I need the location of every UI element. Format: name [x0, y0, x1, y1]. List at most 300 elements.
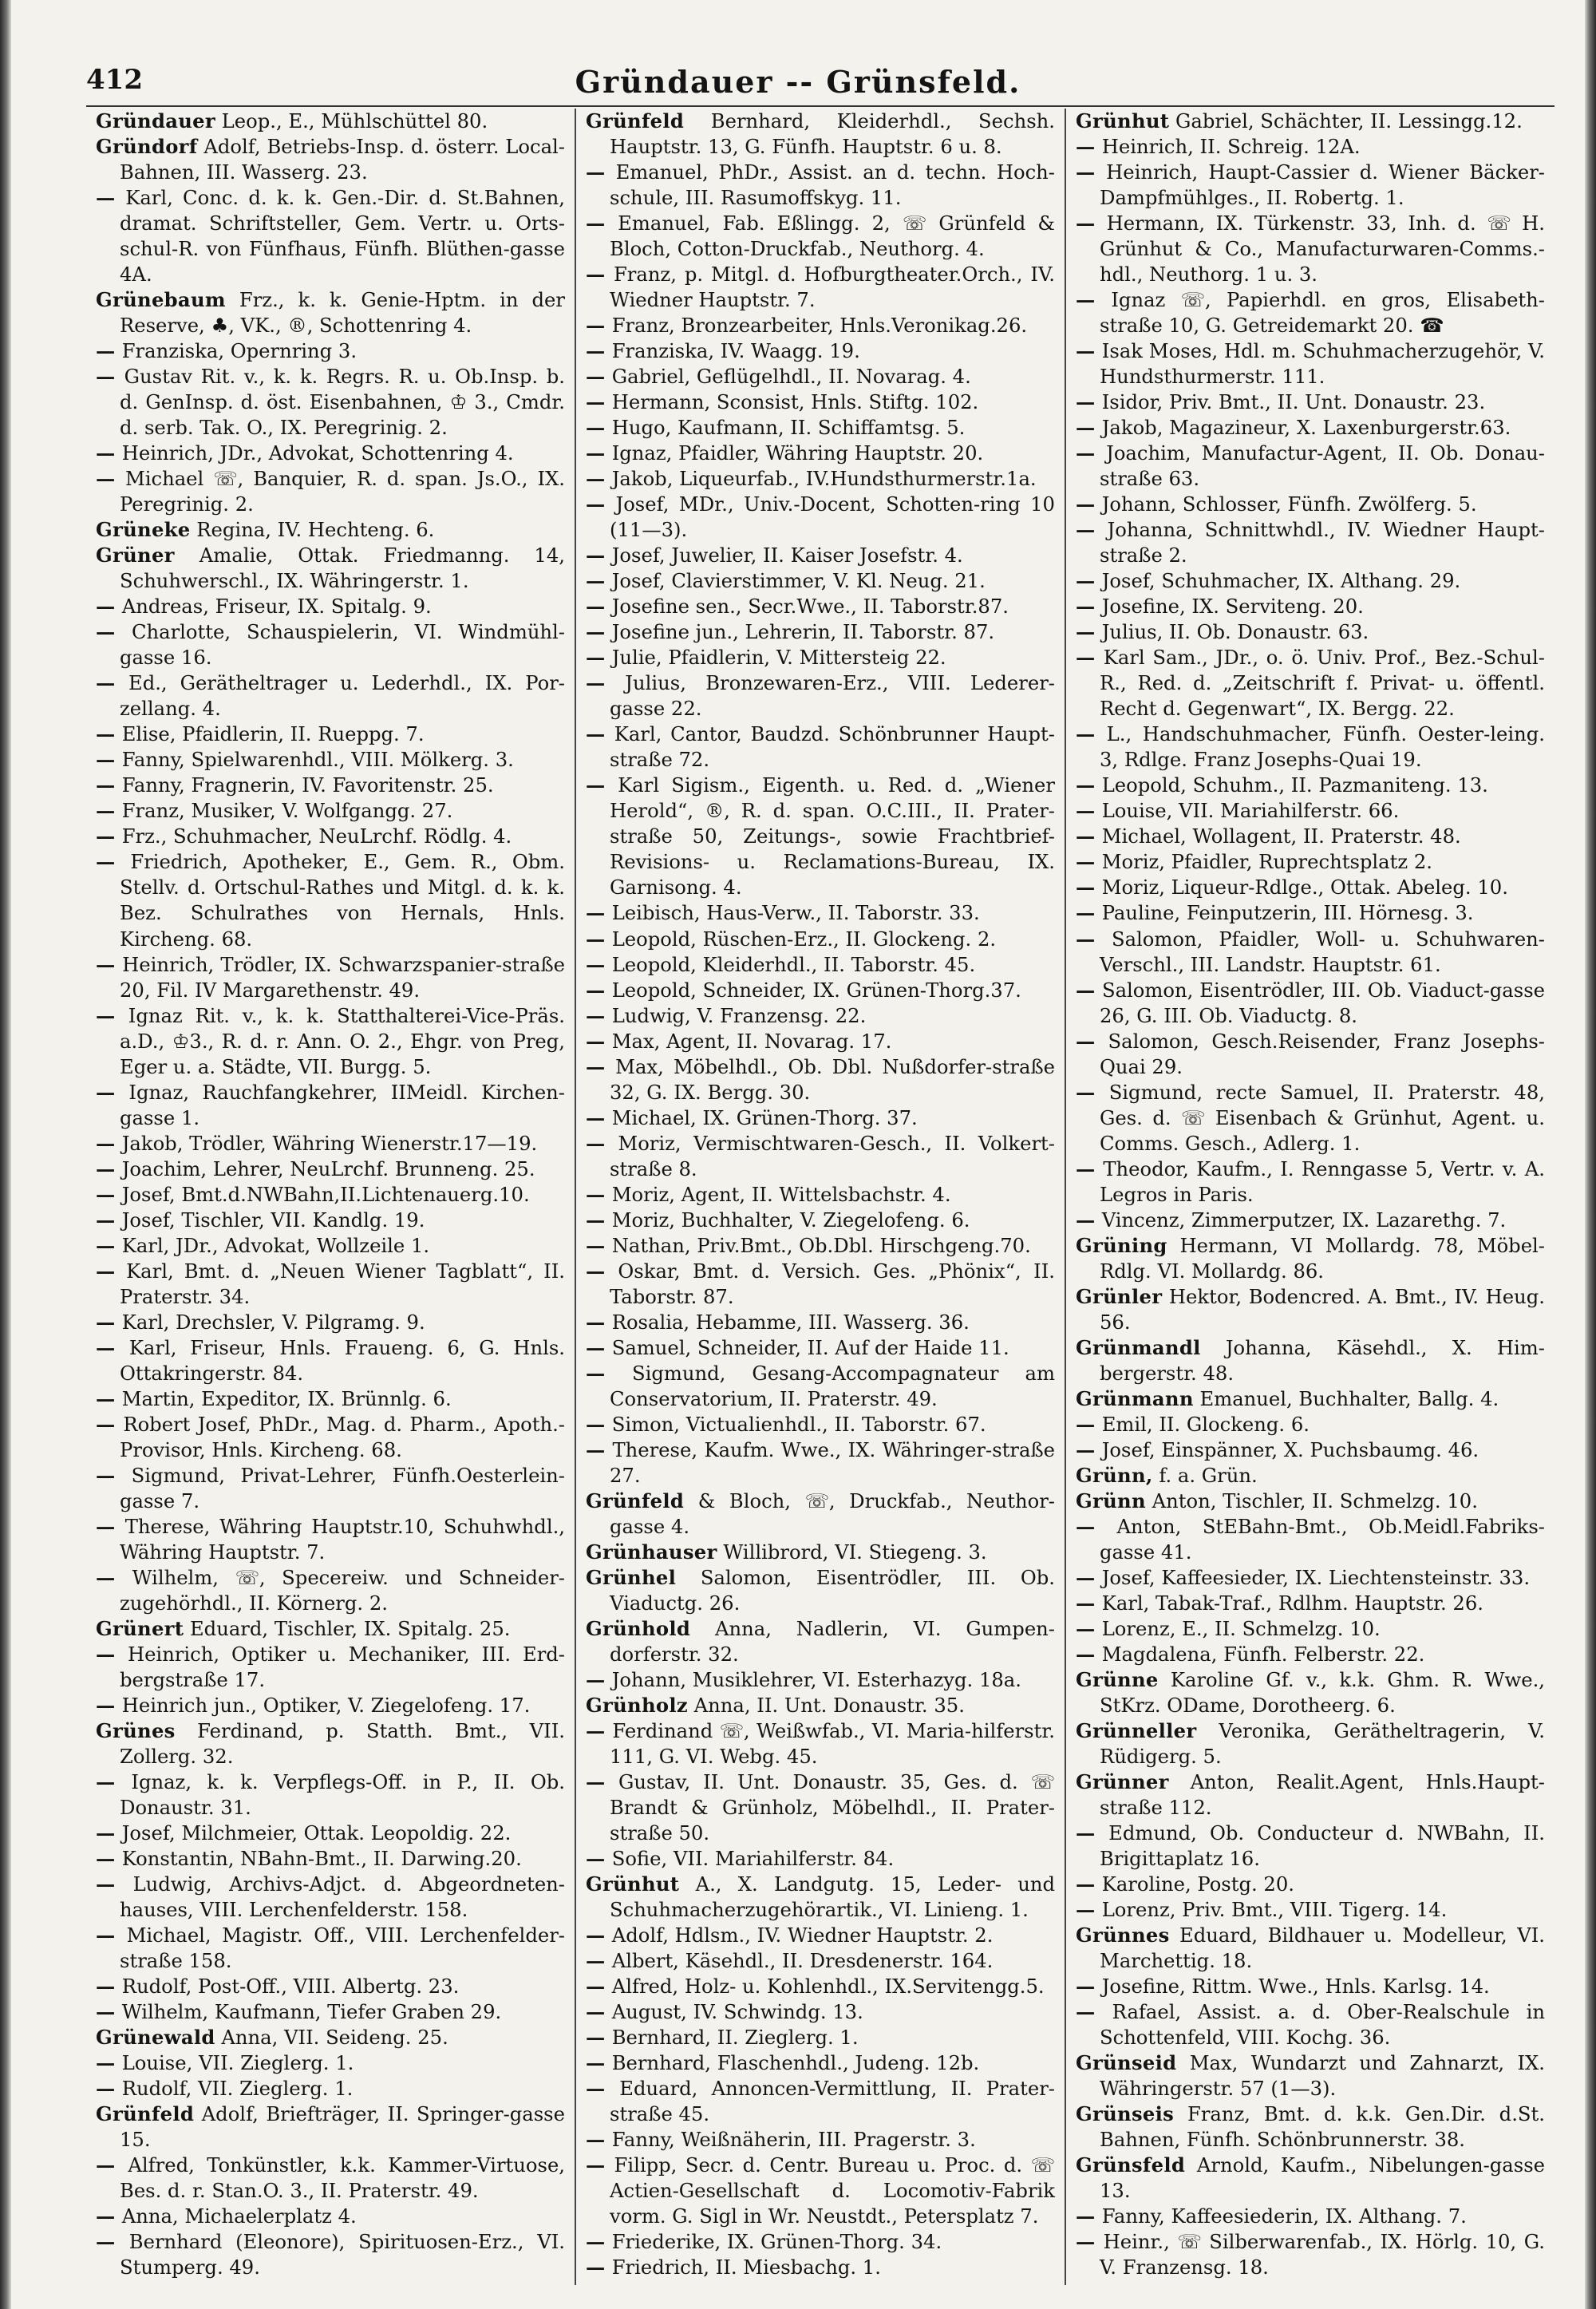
directory-sub-entry — [586, 1029, 1055, 1054]
directory-sub-entry — [586, 1974, 1055, 1999]
directory-sub-entry — [96, 1974, 565, 1999]
directory-sub-entry — [96, 1642, 565, 1693]
entry-details: L., Handschuhmacher, Fünfh. Oester-leing. 3, Rdlge. Franz Josephs-Quai 19. — [1100, 722, 1545, 772]
entry-details: Hugo, Kaufmann, II. Schiffamtsg. 5. — [611, 416, 966, 440]
entry-details: Fanny, Weißnäherin, III. Pragerstr. 3. — [611, 2128, 976, 2152]
entry-surname: Grünhauser — [586, 1540, 717, 1564]
entry-dash: — — [1076, 876, 1102, 899]
entry-dash: — — [96, 441, 122, 465]
entry-dash: — — [96, 1872, 133, 1896]
entry-dash: — — [1076, 441, 1107, 465]
directory-sub-entry — [96, 364, 565, 441]
entry-dash: — — [1076, 212, 1107, 235]
entry-dash: — — [96, 1642, 128, 1666]
entry-details: Isak Moses, Hdl. m. Schuhmacherzugehör, V. Hundsthurmerstr. 111. — [1100, 339, 1545, 389]
directory-sub-entry — [96, 1003, 565, 1080]
entry-details: Emanuel, Buchhalter, Ballg. 4. — [1199, 1386, 1499, 1410]
directory-sub-entry — [96, 1156, 565, 1182]
directory-sub-entry — [96, 441, 565, 466]
page-number: 412 — [86, 64, 143, 96]
entry-details: Gabriel, Schächter, II. Lessingg.12. — [1175, 109, 1523, 132]
directory-sub-entry — [96, 1259, 565, 1310]
entry-details: Alfred, Holz- u. Kohlenhdl., IX.Servitengg.5. — [611, 1975, 1045, 1999]
entry-dash: — — [96, 722, 122, 746]
directory-sub-entry — [586, 722, 1055, 773]
entry-details: Konstantin, NBahn-Bmt., II. Darwing.20. — [121, 1847, 522, 1871]
entry-details: Charlotte, Schauspielerin, VI. Windmühl-gasse 16. — [120, 620, 566, 670]
entry-surname: Grünebaum — [96, 288, 226, 312]
directory-entry — [1076, 1386, 1545, 1412]
entry-details: Jakob, Liqueurfab., IV.Hundsthurmerstr.1a. — [611, 467, 1037, 491]
entry-details: Fanny, Spielwarenhdl., VIII. Mölkerg. 3. — [121, 748, 514, 772]
directory-sub-entry — [96, 1693, 565, 1718]
entry-dash: — — [96, 1003, 128, 1027]
directory-sub-entry — [586, 1769, 1055, 1846]
entry-details: Karl, Conc. d. k. k. Gen.-Dir. d. St.Bahnen, dramat. Schriftsteller, Gem. Vertr. u. Orts-schul-R. von Fünfhaus, Fünfh. Blüthen-gasse 4A. — [120, 186, 565, 287]
entry-dash: — — [96, 850, 131, 874]
entry-details: Ignaz Rit. v., k. k. Statthalterei-Vice-Präs. a.D., ♔3., R. d. r. Ann. O. 2., Ehgr. von Preg, Eger u. a. Städte, VII. Burgg. 5. — [120, 1003, 565, 1078]
entry-dash: — — [96, 2230, 129, 2254]
directory-sub-entry — [586, 338, 1055, 364]
entry-dash: — — [1076, 339, 1102, 363]
directory-sub-entry — [586, 645, 1055, 670]
entry-details: Theodor, Kaufm., I. Renngasse 5, Vertr. v. A. Legros in Paris. — [1100, 1156, 1545, 1206]
entry-dash: — — [586, 390, 612, 414]
directory-sub-entry — [96, 1335, 565, 1386]
entry-details: Bernhard (Eleonore), Spirituosen-Erz., VI. Stumperg. 49. — [120, 2230, 565, 2279]
entry-details: Leopold, Rüschen-Erz., II. Glockeng. 2. — [611, 927, 997, 951]
directory-sub-entry — [96, 849, 565, 951]
directory-sub-entry — [586, 1335, 1055, 1361]
directory-sub-entry — [586, 2127, 1055, 2153]
entry-dash: — — [1076, 620, 1102, 644]
entry-details: Anna, Nadlerin, VI. Gumpen-dorferstr. 32. — [610, 1616, 1055, 1666]
entry-dash: — — [96, 620, 132, 644]
entry-dash: — — [1076, 1642, 1102, 1666]
directory-sub-entry — [1076, 1156, 1545, 1208]
entry-dash: — — [1076, 1975, 1102, 1999]
entry-details: Simon, Victualienhdl., II. Taborstr. 67. — [611, 1412, 986, 1436]
directory-sub-entry — [1076, 1412, 1545, 1437]
entry-details: Hermann, Sconsist, Hnls. Stiftg. 102. — [611, 390, 979, 414]
entry-dash: — — [586, 773, 618, 797]
entry-details: Salomon, Eisentrödler, III. Ob. Viaduct-gasse 26, G. III. Ob. Viaductg. 8. — [1100, 978, 1545, 1027]
directory-sub-entry — [96, 1412, 565, 1463]
entry-dash: — — [1076, 135, 1102, 159]
entry-details: Lorenz, Priv. Bmt., VIII. Tigerg. 14. — [1101, 1898, 1448, 1922]
entry-dash: — — [586, 1208, 612, 1232]
entry-details: Samuel, Schneider, II. Auf der Haide 11. — [611, 1335, 1009, 1359]
entry-dash: — — [586, 416, 612, 440]
entry-dash: — — [1076, 1208, 1102, 1232]
directory-entry — [586, 1872, 1055, 1923]
entry-dash: — — [586, 2026, 612, 2050]
entry-dash: — — [96, 952, 123, 976]
directory-sub-entry — [96, 185, 565, 287]
entry-details: Josefine, IX. Serviteng. 20. — [1101, 595, 1364, 619]
entry-details: Edmund, Ob. Conducteur d. NWBahn, II. Brigittaplatz 16. — [1100, 1821, 1545, 1871]
entry-details: Oskar, Bmt. d. Versich. Ges. „Phönix“, II. Taborstr. 87. — [610, 1259, 1055, 1308]
directory-sub-entry — [586, 211, 1055, 262]
directory-sub-entry — [1076, 1591, 1545, 1616]
entry-dash: — — [586, 1718, 613, 1742]
directory-sub-entry — [96, 824, 565, 849]
directory-sub-entry — [1076, 1437, 1545, 1463]
directory-sub-entry — [1076, 849, 1545, 875]
entry-details: Franz, p. Mitgl. d. Hofburgtheater.Orch., IV. Wiedner Hauptstr. 7. — [610, 263, 1055, 312]
directory-sub-entry — [586, 927, 1055, 952]
entry-details: Karl, Tabak-Traf., Rdlhm. Hauptstr. 26. — [1101, 1591, 1483, 1615]
entry-details: Hermann, VI Mollardg. 78, Möbel-Rdlg. VI. Mollardg. 86. — [1100, 1233, 1545, 1283]
directory-sub-entry — [1076, 1514, 1545, 1565]
directory-entry — [96, 2025, 565, 2050]
entry-details: Michael, Wollagent, II. Praterstr. 48. — [1101, 824, 1461, 848]
entry-details: Johanna, Käsehdl., X. Him-bergerstr. 48. — [1100, 1335, 1545, 1385]
directory-sub-entry — [586, 1846, 1055, 1872]
directory-entry — [1076, 1284, 1545, 1335]
directory-sub-entry — [96, 619, 565, 670]
entry-details: Karl, Bmt. d. „Neuen Wiener Tagblatt“, II. Praterstr. 34. — [120, 1259, 565, 1308]
directory-sub-entry — [1076, 1872, 1545, 1897]
directory-sub-entry — [96, 466, 565, 517]
entry-dash: — — [1076, 1821, 1109, 1845]
entry-details: Moriz, Agent, II. Wittelsbachstr. 4. — [611, 1182, 951, 1206]
entry-details: Eduard, Bildhauer u. Modelleur, VI. Marchettig. 18. — [1100, 1924, 1545, 1973]
entry-details: Josef, Clavierstimmer, V. Kl. Neug. 21. — [611, 569, 986, 593]
entry-dash: — — [96, 1233, 122, 1257]
directory-sub-entry — [586, 773, 1055, 900]
entry-details: Elise, Pfaidlerin, II. Rueppg. 7. — [121, 722, 425, 746]
entry-details: Max, Agent, II. Novarag. 17. — [611, 1029, 892, 1053]
entry-surname: Grünewald — [96, 2026, 215, 2050]
entry-dash: — — [96, 1770, 132, 1794]
entry-surname: Grünneller — [1076, 1718, 1197, 1742]
entry-details: Louise, VII. Mariahilferstr. 66. — [1101, 799, 1400, 823]
entry-dash: — — [1076, 646, 1104, 670]
entry-surname: Grünhel — [586, 1565, 677, 1589]
entry-dash: — — [586, 978, 612, 1002]
entry-details: Leopold, Kleiderhdl., II. Taborstr. 45. — [611, 952, 976, 976]
entry-details: Willibrord, VI. Stiegeng. 3. — [723, 1540, 987, 1564]
entry-surname: Grünfeld — [96, 2102, 195, 2126]
directory-sub-entry — [1076, 134, 1545, 160]
entry-details: Louise, VII. Zieglerg. 1. — [121, 2051, 354, 2075]
entry-details: Bernhard, Kleiderhdl., Sechsh. Hauptstr. 13, G. Fünfh. Hauptstr. 6 u. 8. — [610, 109, 1055, 159]
directory-entry — [96, 109, 565, 134]
directory-sub-entry — [586, 1437, 1055, 1489]
directory-sub-entry — [96, 1514, 565, 1565]
entry-dash: — — [1076, 824, 1102, 848]
entry-dash: — — [586, 544, 612, 567]
directory-sub-entry — [586, 594, 1055, 619]
entry-details: Karl, Drechsler, V. Pilgramg. 9. — [121, 1310, 425, 1334]
directory-sub-entry — [1076, 1080, 1545, 1156]
entry-dash: — — [1076, 1616, 1102, 1640]
directory-entry — [586, 1693, 1055, 1718]
directory-entry — [96, 287, 565, 338]
entry-details: Regina, IV. Hechteng. 6. — [196, 518, 435, 542]
entry-dash: — — [586, 927, 612, 951]
entry-details: Heinrich, II. Schreig. 12A. — [1101, 135, 1361, 159]
directory-sub-entry — [1076, 2229, 1545, 2280]
directory-sub-entry — [1076, 1974, 1545, 1999]
entry-details: Heinrich, Trödler, IX. Schwarzspanier-straße 20, Fil. IV Margarethenstr. 49. — [120, 952, 565, 1002]
entry-dash: — — [1076, 1591, 1102, 1615]
entry-dash: — — [96, 1156, 122, 1180]
entry-dash: — — [1076, 799, 1102, 823]
directory-sub-entry — [586, 389, 1055, 415]
entry-details: Isidor, Priv. Bmt., II. Unt. Donaustr. 23. — [1101, 390, 1486, 414]
directory-sub-entry — [586, 670, 1055, 722]
entry-details: Rudolf, VII. Zieglerg. 1. — [121, 2077, 354, 2101]
directory-sub-entry — [96, 798, 565, 824]
directory-sub-entry — [96, 1821, 565, 1846]
entry-details: Karoline Gf. v., k.k. Ghm. R. Wwe., StKrz. ODame, Dorotheerg. 6. — [1100, 1667, 1545, 1717]
entry-dash: — — [586, 1335, 612, 1359]
entry-details: Josef, Schuhmacher, IX. Althang. 29. — [1101, 569, 1461, 593]
entry-details: Emanuel, Fab. Eßlingg. 2, ☏ Grünfeld & Bloch, Cotton-Druckfab., Neuthorg. 4. — [610, 212, 1055, 261]
entry-dash: — — [1076, 1156, 1104, 1180]
entry-details: Adolf, Betriebs-Insp. d. österr. Local-Bahnen, III. Wasserg. 23. — [120, 135, 565, 184]
entry-details: Moriz, Vermischtwaren-Gesch., II. Volkert-straße 8. — [610, 1131, 1055, 1180]
entry-details: Filipp, Secr. d. Centr. Bureau u. Proc. d. ☏ Actien-Gesellschaft d. Locomotiv-Fabrik vorm. G. Sigl in Wr. Neustdt., Petersplatz 7. — [610, 2153, 1055, 2228]
entry-details: Karl, Cantor, Baudzd. Schönbrunner Haupt-straße 72. — [610, 722, 1055, 772]
entry-dash: — — [1076, 2000, 1112, 2024]
entry-details: Ferdinand ☏, Weißwfab., VI. Maria-hilferstr. 111, G. VI. Webg. 45. — [610, 1718, 1055, 1768]
directory-sub-entry — [586, 1718, 1055, 1769]
entry-surname: Grünfeld — [586, 109, 685, 132]
entry-dash: — — [1076, 288, 1112, 312]
directory-sub-entry — [96, 952, 565, 1003]
entry-dash: — — [96, 2077, 122, 2101]
entry-details: Ludwig, Archivs-Adjct. d. Abgeordneten-hauses, VIII. Lerchenfelderstr. 158. — [120, 1872, 565, 1922]
entry-details: Nathan, Priv.Bmt., Ob.Dbl. Hirschgeng.70. — [611, 1233, 1031, 1257]
directory-sub-entry — [586, 1208, 1055, 1233]
entry-details: & Bloch, ☏, Druckfab., Neuthor-gasse 4. — [610, 1489, 1055, 1538]
entry-details: Anna, II. Unt. Donaustr. 35. — [693, 1693, 965, 1717]
directory-sub-entry — [96, 1080, 565, 1131]
directory-entry — [1076, 1667, 1545, 1718]
entry-dash: — — [586, 2077, 620, 2101]
entry-details: Jakob, Trödler, Währing Wienerstr.17—19. — [121, 1131, 538, 1155]
directory-sub-entry — [1076, 1565, 1545, 1591]
entry-dash: — — [586, 569, 612, 593]
entry-details: Rosalia, Hebamme, III. Wasserg. 36. — [611, 1310, 970, 1334]
entry-dash: — — [96, 1463, 132, 1487]
entry-dash: — — [586, 620, 612, 644]
entry-surname: Grüning — [1076, 1233, 1167, 1257]
entry-details: Pauline, Feinputzerin, III. Hörnesg. 3. — [1101, 901, 1474, 925]
directory-sub-entry — [1076, 875, 1545, 900]
entry-details: Rudolf, Post-Off., VIII. Albertg. 23. — [121, 1975, 460, 1999]
directory-sub-entry — [1076, 2204, 1545, 2229]
entry-details: Gabriel, Geflügelhdl., II. Novarag. 4. — [611, 365, 971, 389]
entry-dash: — — [1076, 2204, 1102, 2228]
entry-details: Martin, Expeditor, IX. Brünnlg. 6. — [121, 1386, 452, 1410]
entry-surname: Grünler — [1076, 1284, 1163, 1308]
entry-details: Leopold, Schuhm., II. Pazmaniteng. 13. — [1101, 773, 1488, 797]
directory-sub-entry — [586, 1361, 1055, 1412]
directory-entry — [96, 1718, 565, 1769]
entry-details: Ludwig, V. Franzensg. 22. — [611, 1003, 867, 1027]
directory-sub-entry — [1076, 568, 1545, 594]
directory-sub-entry — [96, 1769, 565, 1821]
directory-sub-entry — [96, 338, 565, 364]
directory-sub-entry — [1076, 1029, 1545, 1080]
entry-details: Josef, Bmt.d.NWBahn,II.Lichtenauerg.10. — [121, 1182, 530, 1206]
entry-details: Friederike, IX. Grünen-Thorg. 34. — [611, 2230, 942, 2254]
entry-details: August, IV. Schwindg. 13. — [611, 2000, 863, 2024]
entry-dash: — — [96, 1335, 129, 1359]
entry-details: Karl, JDr., Advokat, Wollzeile 1. — [121, 1233, 430, 1257]
entry-dash: — — [586, 2000, 612, 2024]
entry-details: Gustav Rit. v., k. k. Regrs. R. u. Ob.Insp. b. d. GenInsp. d. öst. Eisenbahnen, ♔ 3., Cmdr. d. serb. Tak. O., IX. Peregrinig. 2. — [120, 365, 565, 440]
entry-details: Frz., k. k. Genie-Hptm. in der Reserve, ♣, VK., ®, Schottenring 4. — [120, 288, 565, 338]
entry-details: Ignaz ☏, Papierhdl. en gros, Elisabeth-straße 10, G. Getreidemarkt 20. ☎ — [1100, 288, 1545, 338]
entry-details: Therese, Währing Hauptstr.10, Schuhwhdl., Währing Hauptstr. 7. — [120, 1514, 565, 1564]
directory-sub-entry — [1076, 441, 1545, 492]
directory-sub-entry — [96, 2076, 565, 2101]
entry-dash: — — [96, 339, 122, 363]
entry-details: Hermann, IX. Türkenstr. 33, Inh. d. ☏ H. Grünhut & Co., Manufacturwaren-Comms.-hdl., Neuthorg. 1 u. 3. — [1100, 212, 1545, 287]
entry-details: Emanuel, PhDr., Assist. an d. techn. Hoch-schule, III. Rasumoffskyg. 11. — [610, 160, 1055, 210]
directory-sub-entry — [586, 1131, 1055, 1182]
entry-dash: — — [1076, 1029, 1108, 1053]
directory-sub-entry — [586, 160, 1055, 211]
directory-sub-entry — [96, 1565, 565, 1616]
directory-entry — [1076, 1769, 1545, 1821]
entry-details: Johann, Musiklehrer, VI. Esterhazyg. 18a. — [611, 1667, 1021, 1691]
entry-surname: Grüneke — [96, 518, 191, 542]
entry-surname: Grünmandl — [1076, 1335, 1201, 1359]
entry-details: A., X. Landgutg. 15, Leder- und Schuhmacherzugehörartik., VI. Linieng. 1. — [610, 1872, 1055, 1922]
directory-sub-entry — [1076, 594, 1545, 619]
entry-details: Hektor, Bodencred. A. Bmt., IV. Heug. 56. — [1100, 1284, 1545, 1334]
entry-surname: Grünhut — [1076, 109, 1170, 132]
entry-dash: — — [96, 1182, 122, 1206]
entry-details: Moriz, Buchhalter, V. Ziegelofeng. 6. — [611, 1208, 970, 1232]
entry-details: Jakob, Magazineur, X. Laxenburgerstr.63. — [1101, 416, 1511, 440]
entry-dash: — — [96, 365, 124, 389]
entry-dash: — — [96, 595, 122, 619]
directory-sub-entry — [586, 1003, 1055, 1029]
directory-sub-entry — [96, 1846, 565, 1872]
entry-details: Sigmund, recte Samuel, II. Praterstr. 48, Ges. d. ☏ Eisenbach & Grünhut, Agent. u. Comms. Gesch., Adlerg. 1. — [1100, 1080, 1545, 1155]
entry-dash: — — [1076, 390, 1102, 414]
column-1 — [86, 109, 575, 2285]
entry-details: Sigmund, Privat-Lehrer, Fünfh.Oesterlein-gasse 7. — [120, 1463, 565, 1512]
entry-dash: — — [96, 1514, 125, 1538]
entry-details: Josefine sen., Secr.Wwe., II. Taborstr.87. — [611, 595, 1009, 619]
directory-sub-entry — [586, 1310, 1055, 1335]
directory-sub-entry — [586, 313, 1055, 338]
entry-details: Sofie, VII. Mariahilferstr. 84. — [611, 1847, 895, 1871]
entry-dash: — — [586, 1437, 613, 1461]
entry-details: Ignaz, Pfaidler, Währing Hauptstr. 20. — [611, 441, 984, 465]
directory-entry — [96, 543, 565, 594]
directory-sub-entry — [1076, 492, 1545, 517]
entry-dash: — — [586, 1924, 612, 1947]
entry-dash: — — [96, 1208, 122, 1232]
entry-dash: — — [1076, 978, 1102, 1002]
directory-sub-entry — [96, 670, 565, 722]
entry-surname: Grünseis — [1076, 2102, 1175, 2126]
directory-entry — [1076, 2153, 1545, 2204]
entry-details: Anton, Realit.Agent, Hnls.Haupt-straße 112. — [1100, 1770, 1545, 1820]
directory-sub-entry — [586, 2229, 1055, 2255]
entry-dash: — — [586, 467, 612, 491]
entry-details: Michael, Magistr. Off., VIII. Lerchenfelder-straße 158. — [120, 1924, 565, 1973]
directory-entry — [96, 134, 565, 185]
directory-sub-entry — [586, 1259, 1055, 1310]
directory-sub-entry — [1076, 1642, 1545, 1667]
entry-details: Karl Sigism., Eigenth. u. Red. d. „Wiener Herold“, ®, R. d. span. O.C.III., II. Prater-straße 50, Zeitungs-, sowie Frachtbrief-Revisions- u. Reclamations-Bureau, IX. Garnisong. 4. — [610, 773, 1055, 899]
entry-details: Josef, Milchmeier, Ottak. Leopoldig. 22. — [121, 1821, 512, 1845]
directory-sub-entry — [96, 1310, 565, 1335]
entry-details: Sigmund, Gesang-Accompagnateur am Conservatorium, II. Praterstr. 49. — [610, 1361, 1055, 1410]
directory-sub-entry — [586, 2153, 1055, 2229]
directory-sub-entry — [96, 1463, 565, 1514]
directory-sub-entry — [96, 1386, 565, 1412]
entry-details: Max, Wundarzt und Zahnarzt, IX. Währingerstr. 57 (1—3). — [1100, 2051, 1545, 2101]
entry-details: Salomon, Eisentrödler, III. Ob. Viaductg. 26. — [610, 1565, 1055, 1615]
entry-dash: — — [586, 1131, 618, 1155]
entry-dash: — — [96, 1412, 124, 1436]
directory-sub-entry — [1076, 824, 1545, 849]
scan-edge-right — [1585, 0, 1596, 2309]
entry-dash: — — [96, 2000, 122, 2024]
entry-dash: — — [586, 1847, 612, 1871]
directory-sub-entry — [1076, 798, 1545, 824]
entry-details: Albert, Käsehdl., II. Dresdenerstr. 164. — [611, 1949, 994, 1973]
directory-entry — [586, 1489, 1055, 1540]
entry-surname: Grünnes — [1076, 1924, 1170, 1947]
entry-dash: — — [586, 2051, 612, 2075]
entry-dash: — — [96, 1310, 122, 1334]
directory-entry — [1076, 1463, 1545, 1489]
entry-dash: — — [586, 365, 612, 389]
entry-details: Joachim, Lehrer, NeuLrchf. Brunneng. 25. — [121, 1156, 535, 1180]
directory-sub-entry — [586, 568, 1055, 594]
entry-dash: — — [96, 1386, 122, 1410]
entry-dash: — — [586, 722, 614, 746]
entry-surname: Gründauer — [96, 109, 215, 132]
directory-sub-entry — [1076, 722, 1545, 773]
entry-details: Therese, Kaufm. Wwe., IX. Währinger-straße 27. — [610, 1437, 1055, 1487]
entry-dash: — — [586, 1105, 612, 1129]
entry-details: Fanny, Fragnerin, IV. Favoritenstr. 25. — [121, 773, 494, 797]
scan-edge-left — [0, 0, 11, 2309]
entry-details: Emil, II. Glockeng. 6. — [1101, 1412, 1310, 1436]
entry-dash: — — [96, 824, 122, 848]
entry-dash: — — [96, 1259, 127, 1283]
entry-surname: Grünes — [96, 1718, 176, 1742]
entry-surname: Grünhut — [586, 1872, 680, 1896]
entry-dash: — — [586, 339, 612, 363]
directory-sub-entry — [586, 2076, 1055, 2127]
entry-dash: — — [586, 263, 614, 287]
entry-details: Franz, Bmt. d. k.k. Gen.Dir. d.St. Bahnen, Fünfh. Schönbrunnerstr. 38. — [1100, 2102, 1545, 2152]
entry-dash: — — [1076, 1898, 1102, 1922]
directory-sub-entry — [586, 441, 1055, 466]
entry-details: Julius, Bronzewaren-Erz., VIII. Lederer-gasse 22. — [610, 671, 1055, 721]
entry-details: Franziska, Opernring 3. — [121, 339, 358, 363]
entry-details: Wilhelm, ☏, Specereiw. und Schneider-zugehörhdl., II. Körnerg. 2. — [120, 1565, 565, 1615]
directory-entry — [1076, 1923, 1545, 1974]
entry-details: Magdalena, Fünfh. Felberstr. 22. — [1101, 1642, 1425, 1666]
entry-details: Max, Möbelhdl., Ob. Dbl. Nußdorfer-straße 32, G. IX. Bergg. 30. — [610, 1054, 1055, 1104]
entry-dash: — — [586, 1233, 612, 1257]
